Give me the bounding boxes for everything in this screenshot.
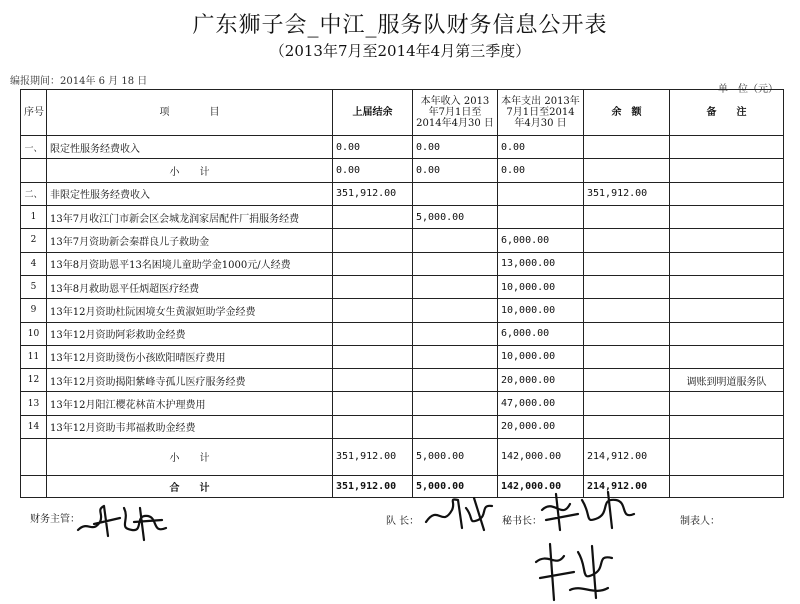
cell-balance [584,299,670,322]
page-title: 广东狮子会_中江_服务队财务信息公开表 [192,13,608,38]
cell-balance [584,159,670,182]
cell-balance [584,369,670,392]
cell-prev: 0.00 [333,136,413,159]
cell-no: 14 [21,415,47,438]
cell-income [413,345,498,368]
cell-expense: 20,000.00 [498,415,584,438]
cell-expense: 6,000.00 [498,322,584,345]
cell-no: 13 [21,392,47,415]
col-header-note: 备 注 [670,90,784,136]
cell-prev [333,322,413,345]
cell-prev [333,252,413,275]
subtotal-balance: 214,912.00 [584,439,670,476]
finance-table [20,89,784,498]
cell-expense [498,205,584,228]
cell-balance [584,252,670,275]
cell-prev [333,299,413,322]
cell-item: 限定性服务经费收入 [47,136,333,159]
cell-note: 调账到明道服务队 [670,369,784,392]
subtotal-row [21,439,784,476]
cell-income [413,252,498,275]
cell-expense: 10,000.00 [498,299,584,322]
total-row [21,475,784,497]
cell-prev [333,275,413,298]
cell-prev [333,369,413,392]
cell-item: 非限定性服务经费收入 [47,182,333,205]
cell-income [413,229,498,252]
cell-item: 13年12月资助揭阳紫峰寺孤儿医疗服务经费 [47,369,333,392]
col-header-no: 序号 [21,90,47,136]
subtotal-expense: 142,000.00 [498,439,584,476]
cell-income [413,392,498,415]
cell-prev [333,345,413,368]
subtotal-income: 5,000.00 [413,439,498,476]
total-prev: 351,912.00 [333,475,413,497]
cell-income [413,299,498,322]
cell-expense: 10,000.00 [498,345,584,368]
col-header-expense: 本年支出 2013年7月1日至2014 年4月30 日 [498,90,584,136]
captain-label: 队 长： [386,516,420,527]
cell-expense [498,182,584,205]
table-row [21,345,784,368]
captain-signature-icon [422,494,500,534]
cell-expense: 20,000.00 [498,369,584,392]
subtotal-prev: 351,912.00 [333,439,413,476]
cell-expense: 47,000.00 [498,392,584,415]
cell-no: 12 [21,369,47,392]
cell-no: 4 [21,252,47,275]
col-header-balance: 余 额 [584,90,670,136]
cell-note [670,299,784,322]
cell-note [670,415,784,438]
page-subtitle: （2013年7月至2014年4月第三季度） [269,42,531,60]
cell-item: 13年7月收江门市新会区会城龙润家居配件厂捐服务经费 [47,205,333,228]
cell-note [670,322,784,345]
subtotal-label: 小 计 [47,439,333,476]
cell-balance [584,205,670,228]
cell-balance [584,229,670,252]
cell-prev: 0.00 [333,159,413,182]
cell-income [413,369,498,392]
table-row [21,136,784,159]
cell-item: 13年12月阳江樱花林苗木护理费用 [47,392,333,415]
cell-no: 2 [21,229,47,252]
table-row [21,229,784,252]
cell-balance [584,392,670,415]
finance-signature-icon [74,500,174,544]
cell-expense: 0.00 [498,159,584,182]
cell-prev [333,205,413,228]
total-label: 合 计 [47,475,333,497]
cell-item: 13年8月资助恩平13名困境儿童助学金1000元/人经费 [47,252,333,275]
cell-income [413,275,498,298]
cell-no: 9 [21,299,47,322]
cell-note [670,182,784,205]
cell-expense: 0.00 [498,136,584,159]
cell-prev [333,229,413,252]
cell-no: 11 [21,345,47,368]
cell-item: 13年12月资助阿彩救助金经费 [47,322,333,345]
cell-balance [584,322,670,345]
cell-item: 13年12月资助烫伤小孩欧阳晴医疗费用 [47,345,333,368]
cell-item: 13年12月资助杜阮困境女生黄淑姮助学金经费 [47,299,333,322]
total-expense: 142,000.00 [498,475,584,497]
total-balance: 214,912.00 [584,475,670,497]
cell-income [413,182,498,205]
total-income: 5,000.00 [413,475,498,497]
cell-no [21,159,47,182]
cell-item: 13年12月资助韦邦福救助金经费 [47,415,333,438]
cell-note [670,392,784,415]
cell-note [670,205,784,228]
secretary-signature-icon [538,490,638,532]
col-header-income: 本年收入 2013年7月1日至 2014年4月30 日 [413,90,498,136]
cell-prev [333,415,413,438]
fill-date: 编报期间：2014年 6 月 18 日 [10,76,148,87]
cell-no: 一、 [21,136,47,159]
table-row [21,275,784,298]
cell-no: 1 [21,205,47,228]
total-no-cell [21,475,47,497]
cell-income: 5,000.00 [413,205,498,228]
cell-prev [333,392,413,415]
cell-balance [584,136,670,159]
cell-income [413,415,498,438]
cell-balance [584,345,670,368]
unit-label: 单 位（元） [718,84,778,95]
cell-note [670,345,784,368]
cell-no: 二、 [21,182,47,205]
table-row [21,299,784,322]
cell-no: 10 [21,322,47,345]
cell-note [670,252,784,275]
cell-note [670,229,784,252]
cell-expense: 10,000.00 [498,275,584,298]
cell-balance [584,275,670,298]
cell-note [670,136,784,159]
cell-income [413,322,498,345]
cell-balance [584,415,670,438]
total-note [670,475,784,497]
cell-item: 13年7月资助新会秦群良儿子救助金 [47,229,333,252]
subtotal-note [670,439,784,476]
cell-prev: 351,912.00 [333,182,413,205]
table-row [21,415,784,438]
cell-income: 0.00 [413,136,498,159]
col-header-item: 项 目 [47,90,333,136]
table-row [21,392,784,415]
cell-expense: 6,000.00 [498,229,584,252]
preparer-label: 制表人： [680,516,720,527]
table-row [21,159,784,182]
table-row [21,322,784,345]
second-signature-icon [530,538,620,604]
col-header-prev: 上届结余 [333,90,413,136]
cell-expense: 13,000.00 [498,252,584,275]
secretary-label: 秘书长： [502,516,542,527]
cell-item: 13年8月救助恩平任炳超医疗经费 [47,275,333,298]
cell-note [670,275,784,298]
finance-supervisor-label: 财务主管： [30,514,80,525]
table-row [21,205,784,228]
cell-note [670,159,784,182]
table-row [21,369,784,392]
table-row [21,182,784,205]
subtotal-no-cell [21,439,47,476]
signature-footer [0,508,800,604]
cell-balance: 351,912.00 [584,182,670,205]
cell-income: 0.00 [413,159,498,182]
table-row [21,252,784,275]
cell-item: 小 计 [47,159,333,182]
cell-no: 5 [21,275,47,298]
